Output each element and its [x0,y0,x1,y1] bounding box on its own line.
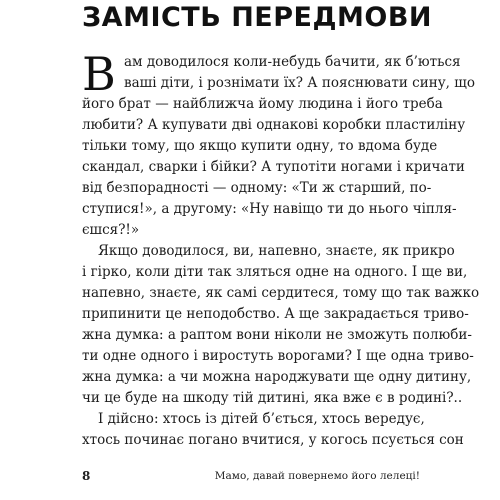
text-line: Якщо доводилося, ви, напевно, знаєте, як прикро [98,243,455,259]
text-line: любити? А купувати дві однакові коробки пластиліну [82,117,466,133]
text-line: єшся?!» [82,222,140,238]
text-line: жна думка: а раптом вони ніколи не зможуть полюби- [82,327,472,343]
text-line: ам доводилося коли-небудь бачити, як б’ються [124,54,461,70]
drop-cap: В [82,47,116,101]
text-line: напевно, знаєте, як самі сердитеся, тому що так важко [82,285,480,301]
text-line: чи це буде на шкоду тій дитині, яка вже є в родині?.. [82,390,463,406]
page-number: 8 [82,469,91,483]
text-line: ваші діти, і рознімати їх? А пояснювати сину, що [124,75,475,91]
paragraph-1-dropcap-lines [82,47,475,101]
text-line: жна думка: а чи можна народжувати ще одну дитину, [82,369,472,385]
text-line: і гірко, коли діти так зляться одне на одного. І ще ви, [82,264,468,280]
text-line: І дійсно: хтось із дітей б’ється, хтось вередує, [98,411,425,427]
text-line: ступися!», а другому: «Ну навіщо ти до нього чіпля- [82,201,457,217]
text-line: хтось починає погано вчитися, у когось псується сон [82,432,464,448]
text-line: скандал, сварки і бійки? А тупотіти ногами і кричати [82,159,465,175]
text-line: його брат — найближча йому людина і його треба [82,96,443,112]
text-line: ти одне одного і виростуть ворогами? І ще одна триво- [82,348,474,364]
body-text [82,47,480,451]
running-title: Мамо, давай повернемо його лелеці! [214,470,420,482]
page-footer [82,466,420,486]
text-line: припинити це неподобство. А ще закрадається триво- [82,306,469,322]
text-line: тільки тому, що якщо купити одну, то вдома буде [82,138,438,154]
chapter-title: ЗАМІСТЬ ПЕРЕДМОВИ [82,2,433,33]
text-line: від безпорадності — одному: «Ти ж старший, по- [82,180,432,196]
